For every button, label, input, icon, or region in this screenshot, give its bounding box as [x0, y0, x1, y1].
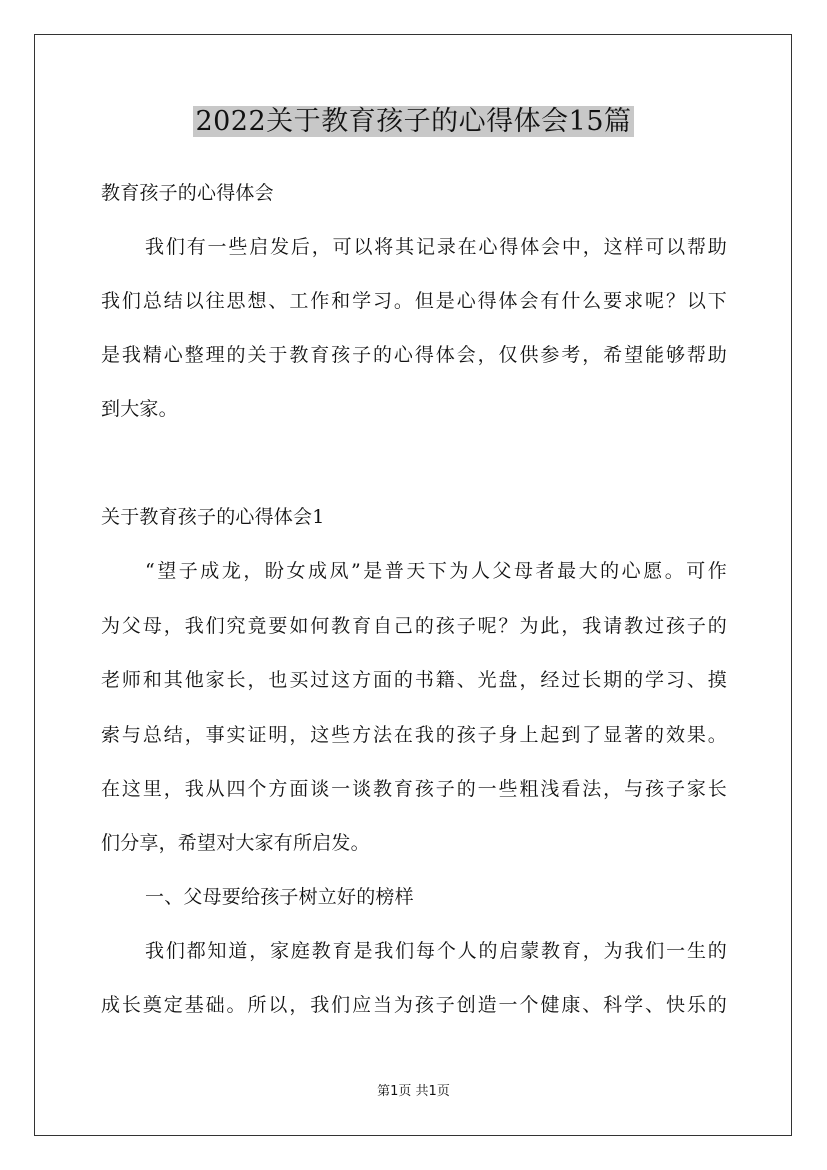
section-heading: 教育孩子的心得体会 — [101, 182, 274, 204]
subsection-heading: 一、父母要给孩子树立好的榜样 — [145, 886, 414, 908]
paragraph-line: “望子成龙，盼女成凤”是普天下为人父母者最大的心愿。可作 — [145, 560, 727, 582]
page-footer: 第1页 共1页 — [377, 1084, 450, 1099]
paragraph-line: 索与总结，事实证明，这些方法在我的孩子身上起到了显著的效果。 — [101, 724, 727, 746]
paragraph-line: 是我精心整理的关于教育孩子的心得体会，仅供参考，希望能够帮助 — [101, 344, 727, 366]
paragraph-line: 们分享，希望对大家有所启发。 — [101, 832, 370, 854]
paragraph-line: 老师和其他家长，也买过这方面的书籍、光盘，经过长期的学习、摸 — [101, 669, 727, 691]
paragraph-line: 我们有一些启发后，可以将其记录在心得体会中，这样可以帮助 — [145, 236, 727, 258]
paragraph-line: 我们都知道，家庭教育是我们每个人的启蒙教育，为我们一生的 — [145, 940, 727, 962]
document-title-text: 2022关于教育孩子的心得体会15篇 — [195, 106, 632, 137]
paragraph-line: 在这里，我从四个方面谈一谈教育孩子的一些粗浅看法，与孩子家长 — [101, 778, 727, 800]
paragraph-line: 我们总结以往思想、工作和学习。但是心得体会有什么要求呢？以下 — [101, 290, 727, 312]
section-heading: 关于教育孩子的心得体会1 — [101, 506, 325, 528]
document-title — [0, 103, 827, 141]
paragraph-line: 为父母，我们究竟要如何教育自己的孩子呢？为此，我请教过孩子的 — [101, 615, 727, 637]
paragraph-line: 到大家。 — [101, 398, 178, 420]
paragraph-line: 成长奠定基础。所以，我们应当为孩子创造一个健康、科学、快乐的 — [101, 994, 727, 1016]
